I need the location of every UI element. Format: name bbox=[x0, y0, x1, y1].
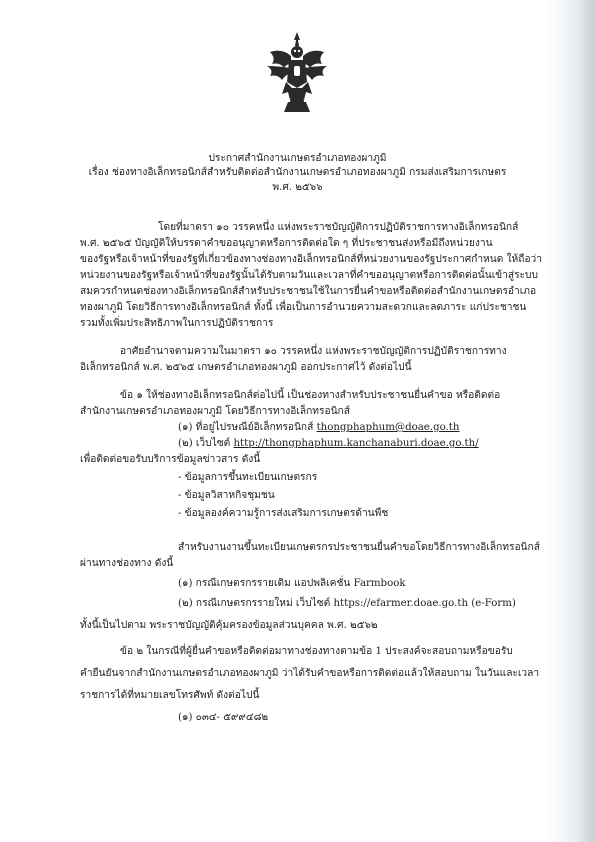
website-link[interactable]: http://thongphaphum.kanchanaburi.doae.go.th/ bbox=[233, 438, 479, 449]
intro-line: สมควรกำหนดช่องทางอิเล็กทรอนิกส์สำหรับประชาชนใช้ในการยื่นคำขอหรือติดต่อสำนักงานเกษตรอำเภอ bbox=[80, 286, 537, 297]
clause-1-line: สำนักงานเกษตรอำเภอทองผาภูมิ โดยวิธีการทางอิเล็กทรอนิกส์ bbox=[80, 406, 350, 417]
registration-line: สำหรับงานงานขึ้นทะเบียนเกษตรกรประชาชนยื่นคำขอโดยวิธีการทางอิเล็กทรอนิกส์ bbox=[178, 542, 540, 553]
contact-line: เพื่อติดต่อขอรับบริการข้อมูลข่าวสาร ดังนี้ bbox=[80, 454, 261, 465]
registration-item: (๒) กรณีเกษตรกรรายใหม่ เว็บไซต์ https://efarmer.doae.go.th (e-Form) bbox=[178, 598, 516, 609]
clause-2-line: ราชการได้ที่หมายเลขโทรศัพท์ ดังต่อไปนี้ bbox=[80, 690, 260, 701]
intro-line: รวมทั้งเพิ่มประสิทธิภาพในการปฏิบัติราชการ bbox=[80, 318, 274, 329]
intro-line: โดยที่มาตรา ๑๐ วรรคหนึ่ง แห่งพระราชบัญญัติการปฏิบัติราชการทางอิเล็กทรอนิกส์ bbox=[158, 222, 519, 233]
intro-line: ของรัฐหรือเจ้าหน้าที่ของรัฐที่เกี่ยวข้องทางช่องทางอิเล็กทรอนิกส์ที่หน่วยงานของรัฐประกาศกำหนด ให้ถือว่า bbox=[80, 254, 542, 265]
service-item: - ข้อมูลการขึ้นทะเบียนเกษตรกร bbox=[178, 472, 318, 483]
announcement-year: พ.ศ. ๒๕๖๖ bbox=[272, 182, 323, 193]
garuda-emblem-icon bbox=[262, 30, 332, 116]
registration-line: ผ่านทางช่องทาง ดังนี้ bbox=[80, 558, 174, 569]
service-item: - ข้อมูลองค์ความรู้การส่งเสริมการเกษตรด้านพืช bbox=[178, 508, 389, 519]
intro-line: หน่วยงานของรัฐหรือเจ้าหน้าที่ของรัฐนั้นได้รับตามวันและเวลาที่คำขออนุญาตหรือการติดต่อนั้นเข้าสู่ระบบ bbox=[80, 270, 538, 281]
announcement-title: ประกาศสำนักงานเกษตรอำเภอทองผาภูมิ bbox=[208, 153, 387, 164]
service-item: - ข้อมูลวิสาหกิจชุมชน bbox=[178, 490, 275, 501]
clause-1-line: ข้อ ๑ ให้ช่องทางอิเล็กทรอนิกส์ต่อไปนี้ เป็นช่องทางสำหรับประชาชนยื่นคำขอ หรือติดต่อ bbox=[120, 390, 501, 401]
authority-line: อาศัยอำนาจตามความในมาตรา ๑๐ วรรคหนึ่ง แห่งพระราชบัญญัติการปฏิบัติราชการทาง bbox=[120, 346, 507, 357]
email-label: (๑) ที่อยู่ไปรษณีย์อิเล็กทรอนิกส์ bbox=[178, 422, 317, 433]
clause-2-line: คำยืนยันจากสำนักงานเกษตรอำเภอทองผาภูมิ ว่าได้รับคำขอหรือการติดต่อแล้วให้สอบถาม ในวันและเวลา bbox=[80, 668, 540, 679]
website-item bbox=[178, 437, 479, 451]
intro-line: ทองผาภูมิ โดยวิธีการทางอิเล็กทรอนิกส์ ทั้งนี้ เพื่อเป็นการอำนวยความสะดวกและลดภาระ แก่ประชาชน bbox=[80, 302, 527, 313]
announcement-subject: เรื่อง ช่องทางอิเล็กทรอนิกส์สำหรับติดต่อสำนักงานเกษตรอำเภอทองผาภูมิ กรมส่งเสริมการเกษตร bbox=[88, 167, 507, 178]
phone-number: (๑) ๐๓๔- ๕๙๙๔๘๒ bbox=[178, 712, 269, 723]
email-item bbox=[178, 421, 459, 435]
authority-line: อิเล็กทรอนิกส์ พ.ศ. ๒๕๖๕ เกษตรอำเภอทองผาภูมิ ออกประกาศไว้ ดังต่อไปนี้ bbox=[80, 362, 412, 373]
intro-line: พ.ศ. ๒๕๖๕ บัญญัติให้บรรดาคำขออนุญาตหรือการติดต่อใด ๆ ที่ประชาชนส่งหรือมีถึงหน่วยงาน bbox=[80, 238, 493, 249]
email-link[interactable]: thongphaphum@doae.go.th bbox=[316, 422, 460, 433]
pdpa-line: ทั้งนี้เป็นไปตาม พระราชบัญญัติคุ้มครองข้อมูลส่วนบุคคล พ.ศ. ๒๕๖๒ bbox=[80, 620, 378, 631]
clause-2-line: ข้อ ๒ ในกรณีที่ผู้ยื่นคำขอหรือติดต่อมาทางช่องทางตามข้อ 1 ประสงค์จะสอบถามหรือขอรับ bbox=[120, 646, 513, 657]
registration-item: (๑) กรณีเกษตรกรรายเดิม แอปพลิเคชั่น Farmbook bbox=[178, 578, 406, 589]
website-label: (๒) เว็บไซต์ bbox=[178, 438, 234, 449]
